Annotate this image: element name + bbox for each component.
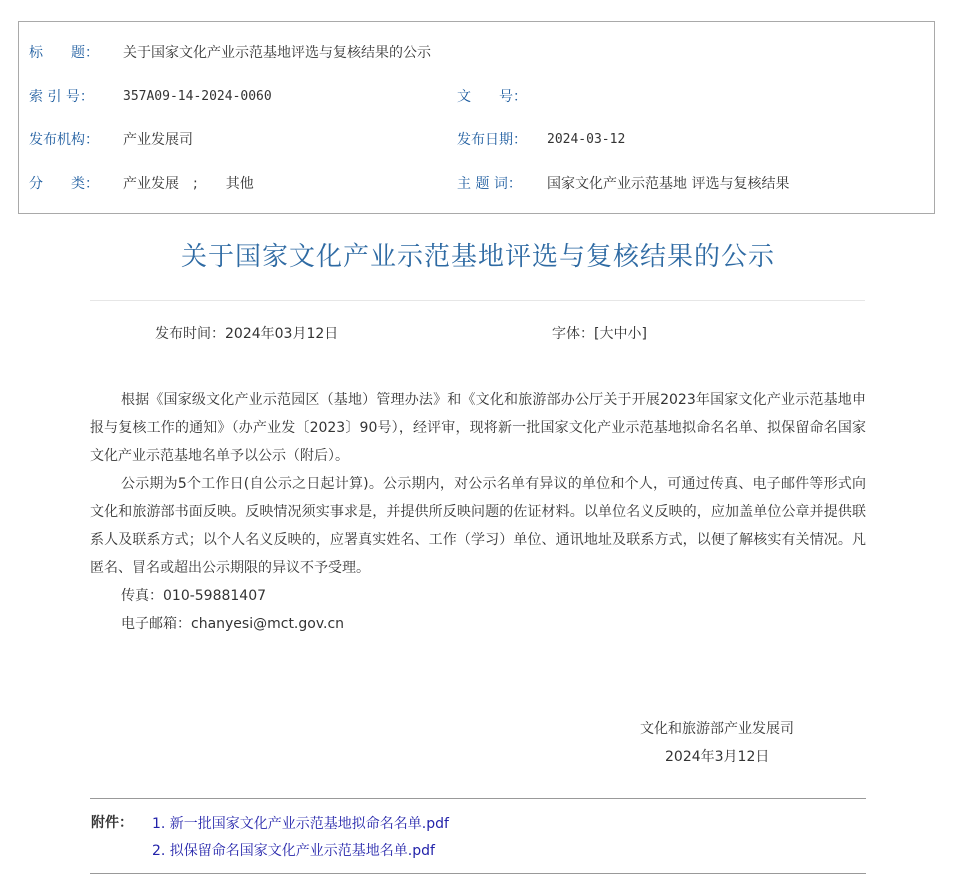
index-value: 357A09-14-2024-0060 [123, 89, 272, 104]
attachments-bottom-divider [90, 873, 866, 874]
attachment-link-1[interactable]: 1. 新一批国家文化产业示范基地拟命名名单.pdf [152, 816, 449, 832]
title-value: 关于国家文化产业示范基地评选与复核结果的公示 [123, 45, 431, 61]
date-label: 发布日期： [457, 132, 527, 148]
docno-label: 文 号： [457, 89, 527, 105]
body-paragraph-2: 公示期为5个工作日(自公示之日起计算)。公示期内，对公示名单有异议的单位和个人，可通过传真、电子邮件等形式向文化和旅游部书面反映。反映情况须实事求是，并提供所反映问题的佐证材料。以单位名义反映的，应加盖单位公章并提供联系人及联系方式；以个人名义反映的，应署真实姓名、工作（学习）单位、通讯地址及联系方式，以便了解核实有关情况。凡匿名、冒名或超出公示期限的异议不予受理。 [90, 476, 866, 576]
subject-value: 国家文化产业示范基地 评选与复核结果 [547, 176, 790, 192]
article-title: 关于国家文化产业示范基地评选与复核结果的公示 [180, 242, 775, 272]
body-paragraph-1: 根据《国家级文化产业示范园区（基地）管理办法》和《文化和旅游部办公厅关于开展2023年国家文化产业示范基地申报与复核工作的通知》（办产业发〔2023〕90号），经评审，现将新一批国家文化产业示范基地拟命名名单、拟保留命名国家文化产业示范基地名单予以公示（附后）。 [90, 392, 866, 464]
signature-org: 文化和旅游部产业发展司 [640, 721, 794, 737]
org-value: 产业发展司 [123, 132, 193, 148]
title-divider [90, 300, 865, 301]
article-body [90, 386, 866, 638]
attachments-label: 附件： [91, 815, 133, 831]
publish-time: 发布时间：2024年03月12日 [155, 326, 339, 342]
index-label: 索 引 号： [29, 89, 94, 105]
org-label: 发布机构： [29, 132, 99, 148]
date-value: 2024-03-12 [547, 132, 626, 147]
subject-label: 主 题 词： [457, 176, 522, 192]
category-value: 产业发展 ; 其他 [123, 176, 254, 192]
category-label: 分 类： [29, 176, 99, 192]
signature-date: 2024年3月12日 [665, 749, 770, 765]
font-size-control[interactable]: 字体：[大中小] [552, 326, 647, 342]
attachments-top-divider [90, 798, 866, 799]
attachment-link-2[interactable]: 2. 拟保留命名国家文化产业示范基地名单.pdf [152, 843, 435, 859]
fax-line: 传真：010-59881407 [121, 588, 267, 604]
title-label: 标 题： [29, 45, 99, 61]
email-line: 电子邮箱：chanyesi@mct.gov.cn [121, 616, 345, 632]
